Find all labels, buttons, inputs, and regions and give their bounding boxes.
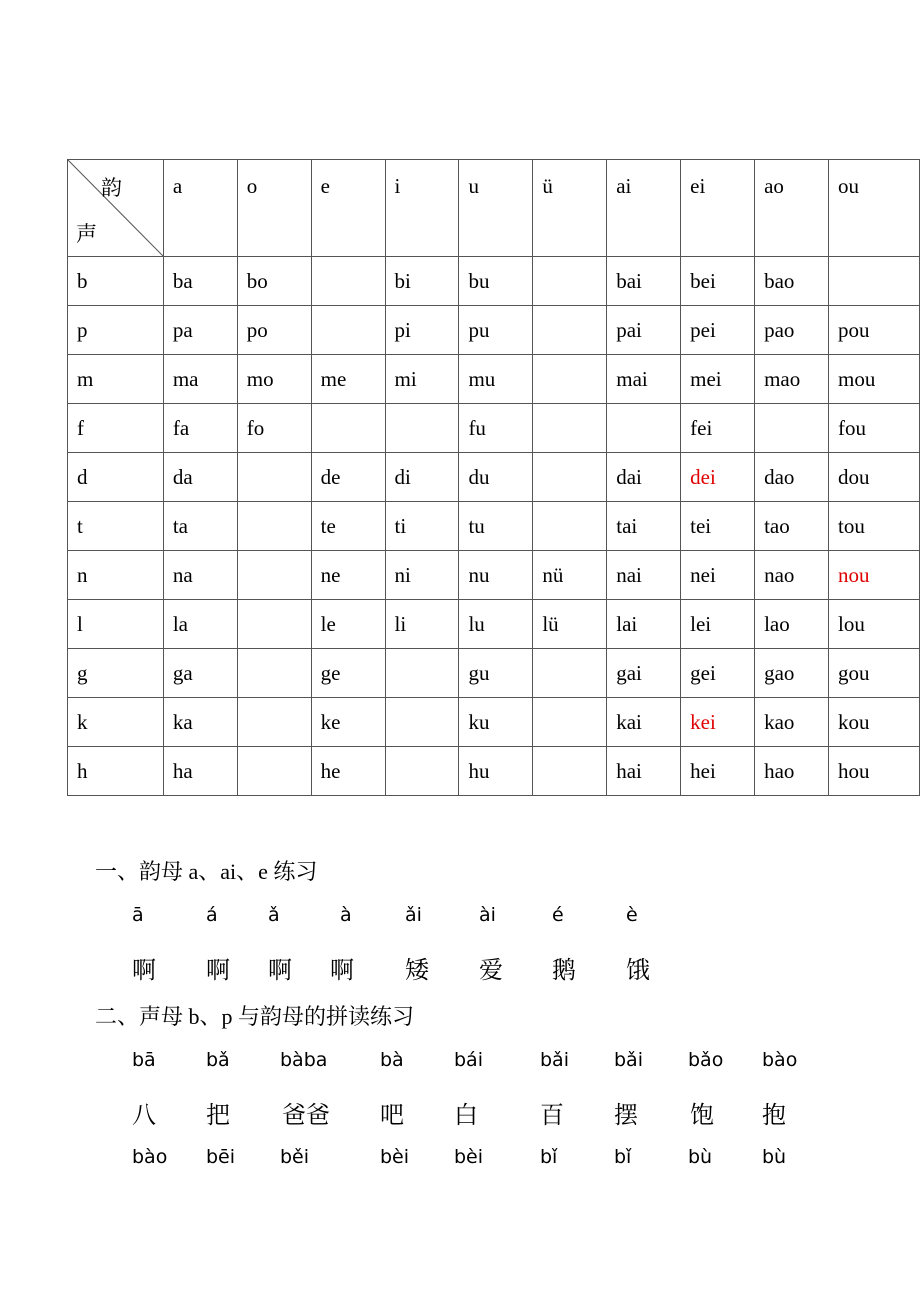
syllable-cell: hei [681, 747, 755, 796]
syllable-cell: dao [755, 453, 829, 502]
syllable-cell: ge [311, 649, 385, 698]
syllable-cell: bao [755, 257, 829, 306]
initial-cell: f [68, 404, 164, 453]
pinyin-item: bào [132, 1146, 168, 1168]
pinyin-item: bèi [380, 1146, 410, 1168]
syllable-cell: nei [681, 551, 755, 600]
syllable-cell: mu [459, 355, 533, 404]
final-header: u [459, 160, 533, 257]
syllable-cell: pao [755, 306, 829, 355]
syllable-cell: hai [607, 747, 681, 796]
hanzi-item: 摆 [614, 1103, 638, 1129]
syllable-cell: ba [163, 257, 237, 306]
syllable-cell: gou [829, 649, 920, 698]
syllable-cell [237, 600, 311, 649]
syllable-cell: da [163, 453, 237, 502]
corner-label-yunmu: 韵 [101, 176, 122, 200]
pinyin-item: é [552, 904, 564, 926]
syllable-cell: na [163, 551, 237, 600]
hanzi-item: 啊 [132, 958, 156, 984]
pinyin-item: bàba [280, 1049, 328, 1071]
syllable-cell: lao [755, 600, 829, 649]
hanzi-item: 鹅 [552, 958, 576, 984]
syllable-cell: nou [829, 551, 920, 600]
table-row [68, 747, 920, 796]
syllable-cell: pa [163, 306, 237, 355]
syllable-cell: bu [459, 257, 533, 306]
syllable-cell: di [385, 453, 459, 502]
syllable-cell: ka [163, 698, 237, 747]
pinyin-item: bà [380, 1049, 404, 1071]
syllable-cell: mei [681, 355, 755, 404]
syllable-cell: po [237, 306, 311, 355]
syllable-cell [755, 404, 829, 453]
syllable-cell [237, 551, 311, 600]
syllable-cell: tei [681, 502, 755, 551]
syllable-cell [385, 404, 459, 453]
syllable-cell [385, 747, 459, 796]
table-row [68, 502, 920, 551]
syllable-cell: lü [533, 600, 607, 649]
pinyin-item: bào [762, 1049, 798, 1071]
syllable-cell: dou [829, 453, 920, 502]
syllable-cell [385, 698, 459, 747]
syllable-cell [533, 404, 607, 453]
syllable-cell: bi [385, 257, 459, 306]
pinyin-item: á [206, 904, 218, 926]
pinyin-item: è [626, 904, 638, 926]
section1-hanzi-row [0, 950, 920, 984]
hanzi-item: 抱 [762, 1103, 786, 1129]
corner-label-shengmu: 声 [76, 222, 97, 246]
syllable-cell: lei [681, 600, 755, 649]
syllable-cell: mo [237, 355, 311, 404]
syllable-cell: bei [681, 257, 755, 306]
syllable-cell: gei [681, 649, 755, 698]
syllable-cell [237, 649, 311, 698]
syllable-cell: lu [459, 600, 533, 649]
syllable-cell: kai [607, 698, 681, 747]
table-row [68, 698, 920, 747]
initial-cell: b [68, 257, 164, 306]
syllable-cell [829, 257, 920, 306]
syllable-cell [533, 306, 607, 355]
pinyin-item: bù [688, 1146, 713, 1168]
pinyin-item: bǎi [540, 1049, 569, 1071]
syllable-cell [237, 453, 311, 502]
syllable-cell [533, 502, 607, 551]
initial-cell: l [68, 600, 164, 649]
syllable-cell: pu [459, 306, 533, 355]
syllable-cell [533, 747, 607, 796]
syllable-cell: ta [163, 502, 237, 551]
table-row [68, 551, 920, 600]
syllable-cell: dei [681, 453, 755, 502]
pinyin-item: ǎ [268, 904, 280, 926]
table-row [68, 306, 920, 355]
section1-title: 一、韵母 a、ai、e 练习 [95, 859, 318, 884]
final-header: o [237, 160, 311, 257]
hanzi-item: 啊 [330, 958, 354, 984]
syllable-cell: dai [607, 453, 681, 502]
syllable-cell: fei [681, 404, 755, 453]
pinyin-item: à [340, 904, 352, 926]
syllable-cell: mao [755, 355, 829, 404]
pinyin-item: bǎ [206, 1049, 230, 1071]
syllable-cell: pai [607, 306, 681, 355]
syllable-cell: pou [829, 306, 920, 355]
syllable-cell: la [163, 600, 237, 649]
table-header-row [68, 160, 920, 257]
final-header: i [385, 160, 459, 257]
syllable-cell: mi [385, 355, 459, 404]
pinyin-item: ǎi [405, 904, 422, 926]
pinyin-item: ài [479, 904, 496, 926]
syllable-cell: nu [459, 551, 533, 600]
syllable-cell [237, 698, 311, 747]
final-header: ai [607, 160, 681, 257]
syllable-cell: fa [163, 404, 237, 453]
initial-cell: d [68, 453, 164, 502]
hanzi-item: 啊 [206, 958, 230, 984]
pinyin-item: běi [280, 1146, 310, 1168]
syllable-cell [533, 649, 607, 698]
syllable-cell: nü [533, 551, 607, 600]
syllable-cell: lai [607, 600, 681, 649]
table-row [68, 453, 920, 502]
hanzi-item: 饱 [690, 1103, 714, 1129]
syllable-cell [311, 306, 385, 355]
syllable-cell: ma [163, 355, 237, 404]
final-header: ei [681, 160, 755, 257]
syllable-cell: kou [829, 698, 920, 747]
syllable-cell: gai [607, 649, 681, 698]
section2-title: 二、声母 b、p 与韵母的拼读练习 [95, 1004, 415, 1029]
syllable-cell: ni [385, 551, 459, 600]
syllable-cell: ti [385, 502, 459, 551]
syllable-cell: kei [681, 698, 755, 747]
initial-cell: p [68, 306, 164, 355]
syllable-cell [607, 404, 681, 453]
initial-cell: h [68, 747, 164, 796]
pinyin-item: bèi [454, 1146, 484, 1168]
pinyin-item: bǐ [540, 1146, 558, 1168]
hanzi-item: 白 [454, 1103, 478, 1129]
syllable-cell [533, 257, 607, 306]
table-row [68, 404, 920, 453]
syllable-cell [533, 698, 607, 747]
hanzi-item: 饿 [626, 958, 650, 984]
syllable-cell: ha [163, 747, 237, 796]
syllable-cell: kao [755, 698, 829, 747]
syllable-cell: tai [607, 502, 681, 551]
syllable-cell [533, 355, 607, 404]
syllable-cell: pei [681, 306, 755, 355]
syllable-cell [237, 747, 311, 796]
hanzi-item: 爱 [479, 958, 503, 984]
final-header: ü [533, 160, 607, 257]
syllable-cell: tu [459, 502, 533, 551]
final-header: ao [755, 160, 829, 257]
table-row [68, 355, 920, 404]
syllable-cell: ga [163, 649, 237, 698]
syllable-cell: mou [829, 355, 920, 404]
syllable-cell: nao [755, 551, 829, 600]
initial-cell: g [68, 649, 164, 698]
final-header: ou [829, 160, 920, 257]
hanzi-item: 爸爸 [282, 1103, 330, 1129]
pinyin-item: bù [762, 1146, 787, 1168]
pinyin-item: bǎo [688, 1049, 724, 1071]
initial-cell: m [68, 355, 164, 404]
syllable-cell [533, 453, 607, 502]
pinyin-item: bǐ [614, 1146, 632, 1168]
syllable-cell: ku [459, 698, 533, 747]
table-corner-cell [68, 160, 164, 257]
syllable-cell: tou [829, 502, 920, 551]
pinyin-item: bái [454, 1049, 483, 1071]
syllable-cell: he [311, 747, 385, 796]
initial-cell: n [68, 551, 164, 600]
syllable-cell: bo [237, 257, 311, 306]
hanzi-item: 把 [206, 1103, 230, 1129]
pinyin-item: bǎi [614, 1049, 643, 1071]
syllable-cell: hu [459, 747, 533, 796]
syllable-cell: te [311, 502, 385, 551]
final-header: a [163, 160, 237, 257]
section2-pinyin-row [0, 1049, 920, 1079]
syllable-cell: mai [607, 355, 681, 404]
section2-pinyin-row-2 [0, 1146, 920, 1176]
table-row [68, 649, 920, 698]
syllable-cell: li [385, 600, 459, 649]
hanzi-item: 矮 [405, 958, 429, 984]
hanzi-item: 啊 [268, 958, 292, 984]
final-header: e [311, 160, 385, 257]
syllable-cell [237, 502, 311, 551]
initial-cell: k [68, 698, 164, 747]
syllable-cell: nai [607, 551, 681, 600]
syllable-cell: de [311, 453, 385, 502]
hanzi-item: 吧 [380, 1103, 404, 1129]
syllable-cell: lou [829, 600, 920, 649]
syllable-cell: gao [755, 649, 829, 698]
syllable-cell: tao [755, 502, 829, 551]
pinyin-table [67, 159, 920, 796]
syllable-cell: me [311, 355, 385, 404]
syllable-cell: fou [829, 404, 920, 453]
syllable-cell [311, 404, 385, 453]
table-row [68, 257, 920, 306]
syllable-cell: ke [311, 698, 385, 747]
syllable-cell: gu [459, 649, 533, 698]
syllable-cell [311, 257, 385, 306]
hanzi-item: 百 [540, 1103, 564, 1129]
syllable-cell [385, 649, 459, 698]
syllable-cell: du [459, 453, 533, 502]
table-row [68, 600, 920, 649]
syllable-cell: le [311, 600, 385, 649]
syllable-cell: fo [237, 404, 311, 453]
pinyin-item: bā [132, 1049, 156, 1071]
section1-pinyin-row [0, 904, 920, 934]
pinyin-item: ā [132, 904, 144, 926]
syllable-cell: fu [459, 404, 533, 453]
syllable-cell: bai [607, 257, 681, 306]
syllable-cell: pi [385, 306, 459, 355]
pinyin-item: bēi [206, 1146, 236, 1168]
syllable-cell: hou [829, 747, 920, 796]
section2-hanzi-row [0, 1095, 920, 1129]
syllable-cell: hao [755, 747, 829, 796]
hanzi-item: 八 [132, 1103, 156, 1129]
initial-cell: t [68, 502, 164, 551]
syllable-cell: ne [311, 551, 385, 600]
